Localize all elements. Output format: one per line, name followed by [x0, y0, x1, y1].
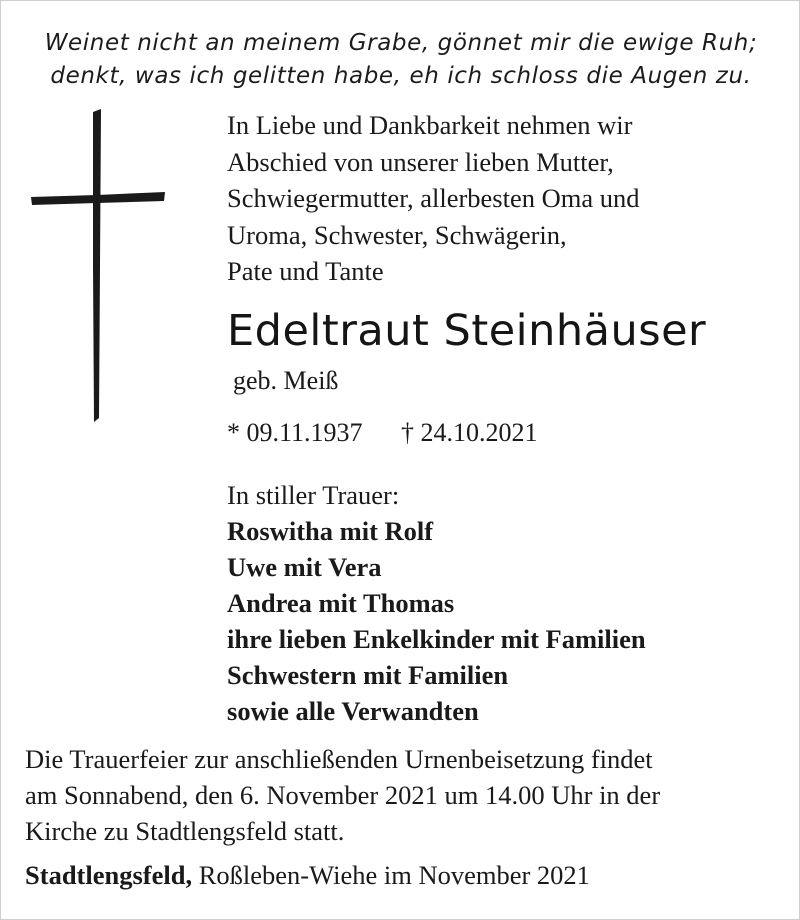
- ceremony-line: am Sonnabend, den 6. November 2021 um 14.00 Uhr in der: [25, 780, 661, 810]
- verse-line-1: Weinet nicht an meinem Grabe, gönnet mir die ewige Ruh;: [44, 30, 758, 56]
- mourner-entry: Andrea mit Thomas: [227, 588, 455, 618]
- mourner-entry: ihre lieben Enkelkinder mit Familien: [227, 624, 646, 654]
- intro-line: In Liebe und Dankbarkeit nehmen wir: [227, 110, 633, 140]
- place-name: Stadtlengsfeld,: [25, 860, 193, 890]
- deceased-name: Edeltraut Steinhäuser: [227, 306, 707, 356]
- ceremony-info: [25, 741, 785, 849]
- intro-line: Uroma, Schwester, Schwägerin,: [227, 219, 567, 250]
- place-date-rest: Roßleben-Wiehe im November 2021: [192, 860, 590, 890]
- ceremony-line: Kirche zu Stadtlengsfeld statt.: [25, 816, 345, 846]
- ceremony-line: Die Trauerfeier zur anschließenden Urnenbeisetzung findet: [25, 744, 653, 774]
- birth-date: * 09.11.1937: [227, 418, 363, 447]
- intro-line: Abschied von unserer lieben Mutter,: [227, 146, 614, 177]
- mourners-label: In stiller Trauer:: [227, 480, 400, 510]
- intro-text: [227, 107, 767, 290]
- cross-icon: [27, 106, 172, 426]
- place-date-line: [25, 857, 785, 893]
- mourner-entry: Roswitha mit Rolf: [227, 516, 434, 546]
- mourners-list: [227, 477, 787, 729]
- intro-line: Schwiegermutter, allerbesten Oma und: [227, 183, 640, 213]
- verse-line-2: denkt, was ich gelitten habe, eh ich schloss die Augen zu.: [50, 63, 752, 89]
- life-dates: [227, 415, 538, 451]
- birth-name: geb. Meiß: [233, 366, 339, 395]
- mourner-entry: Uwe mit Vera: [227, 552, 382, 582]
- mourner-entry: Schwestern mit Familien: [227, 660, 509, 690]
- death-date: † 24.10.2021: [401, 418, 538, 447]
- mourner-entry: sowie alle Verwandten: [227, 696, 479, 726]
- intro-line: Pate und Tante: [227, 256, 384, 286]
